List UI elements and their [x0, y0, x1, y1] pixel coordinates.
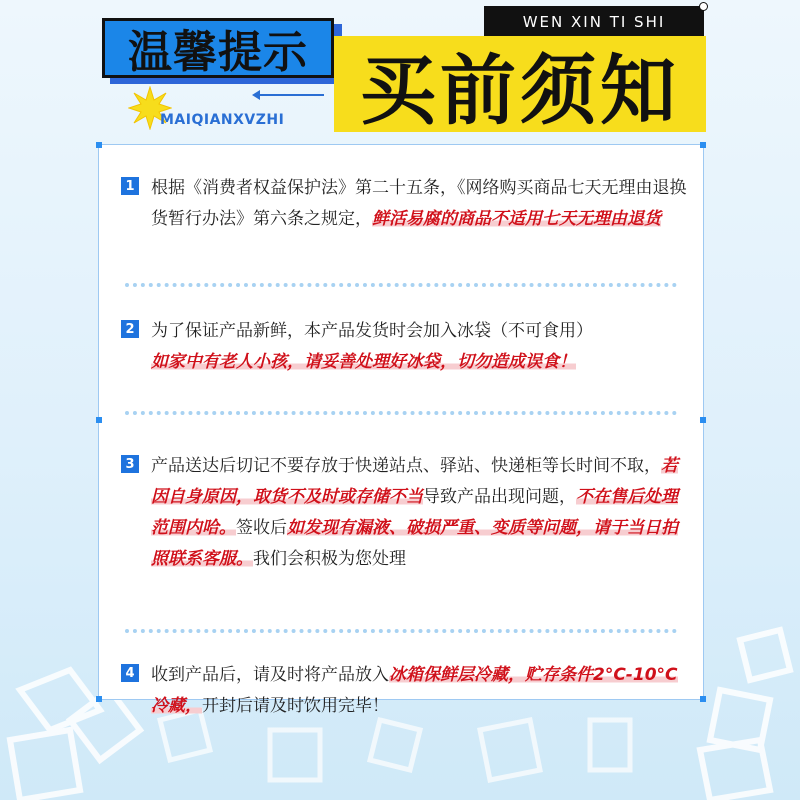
item-body: 导致产品出现问题， — [423, 487, 576, 507]
handle-icon — [96, 142, 102, 148]
dotted-divider — [125, 629, 677, 633]
left-arrow-icon — [254, 94, 324, 96]
handle-icon — [700, 142, 706, 148]
notice-card — [98, 144, 704, 716]
item-text — [151, 316, 689, 378]
handle-icon — [700, 696, 706, 702]
item-number: 4 — [121, 664, 139, 682]
item-highlight: 如家中有老人小孩，请妥善处理好冰袋，切勿造成误食！ — [151, 352, 576, 372]
item-text — [151, 173, 689, 235]
dotted-divider — [125, 411, 677, 415]
tag-dot-icon — [699, 2, 708, 11]
subtitle: MAIQIANXVZHI — [160, 112, 285, 128]
item-highlight: 冰箱保鲜层冷藏，贮存条件2°C-10°C冷藏， — [151, 665, 678, 716]
item-text — [151, 660, 689, 722]
item-body: 产品送达后切记不要存放于快递站点、驿站、快递柜等长时间不取， — [151, 456, 661, 476]
item-body: 根据《消费者权益保护法》第二十五条，《网络购买商品七天无理由退换货暂行办法》第六条之规定， — [151, 178, 687, 229]
handle-icon — [700, 417, 706, 423]
item-highlight: 不在售后处理范围内哈。 — [151, 487, 678, 538]
notice-item-4 — [119, 660, 689, 722]
handle-icon — [96, 417, 102, 423]
item-body: 收到产品后，请及时将产品放入 — [151, 665, 389, 685]
notice-item-2 — [119, 316, 689, 378]
item-highlight: 若因自身原因，取货不及时或存储不当 — [151, 456, 678, 507]
handle-icon — [96, 696, 102, 702]
item-number: 2 — [121, 320, 139, 338]
notice-item-3 — [119, 451, 689, 575]
header-tag-text: WEN XIN TI SHI — [522, 13, 666, 31]
item-number: 1 — [121, 177, 139, 195]
title-right: 买前须知 — [334, 36, 706, 132]
item-text — [151, 451, 689, 575]
dotted-divider — [125, 283, 677, 287]
item-body: 开封后请及时饮用完毕！ — [202, 696, 389, 716]
item-body: 为了保证产品新鲜，本产品发货时会加入冰袋（不可食用） — [151, 321, 593, 341]
item-body: 签收后 — [236, 518, 287, 538]
item-number: 3 — [121, 455, 139, 473]
title-left: 温馨提示 — [102, 18, 334, 78]
item-highlight: 如发现有漏液、破损严重、变质等问题，请于当日拍照联系客服。 — [151, 518, 678, 569]
item-highlight: 鲜活易腐的商品不适用七天无理由退货 — [372, 209, 661, 229]
item-body: 我们会积极为您处理 — [253, 549, 406, 569]
notice-item-1 — [119, 173, 689, 235]
